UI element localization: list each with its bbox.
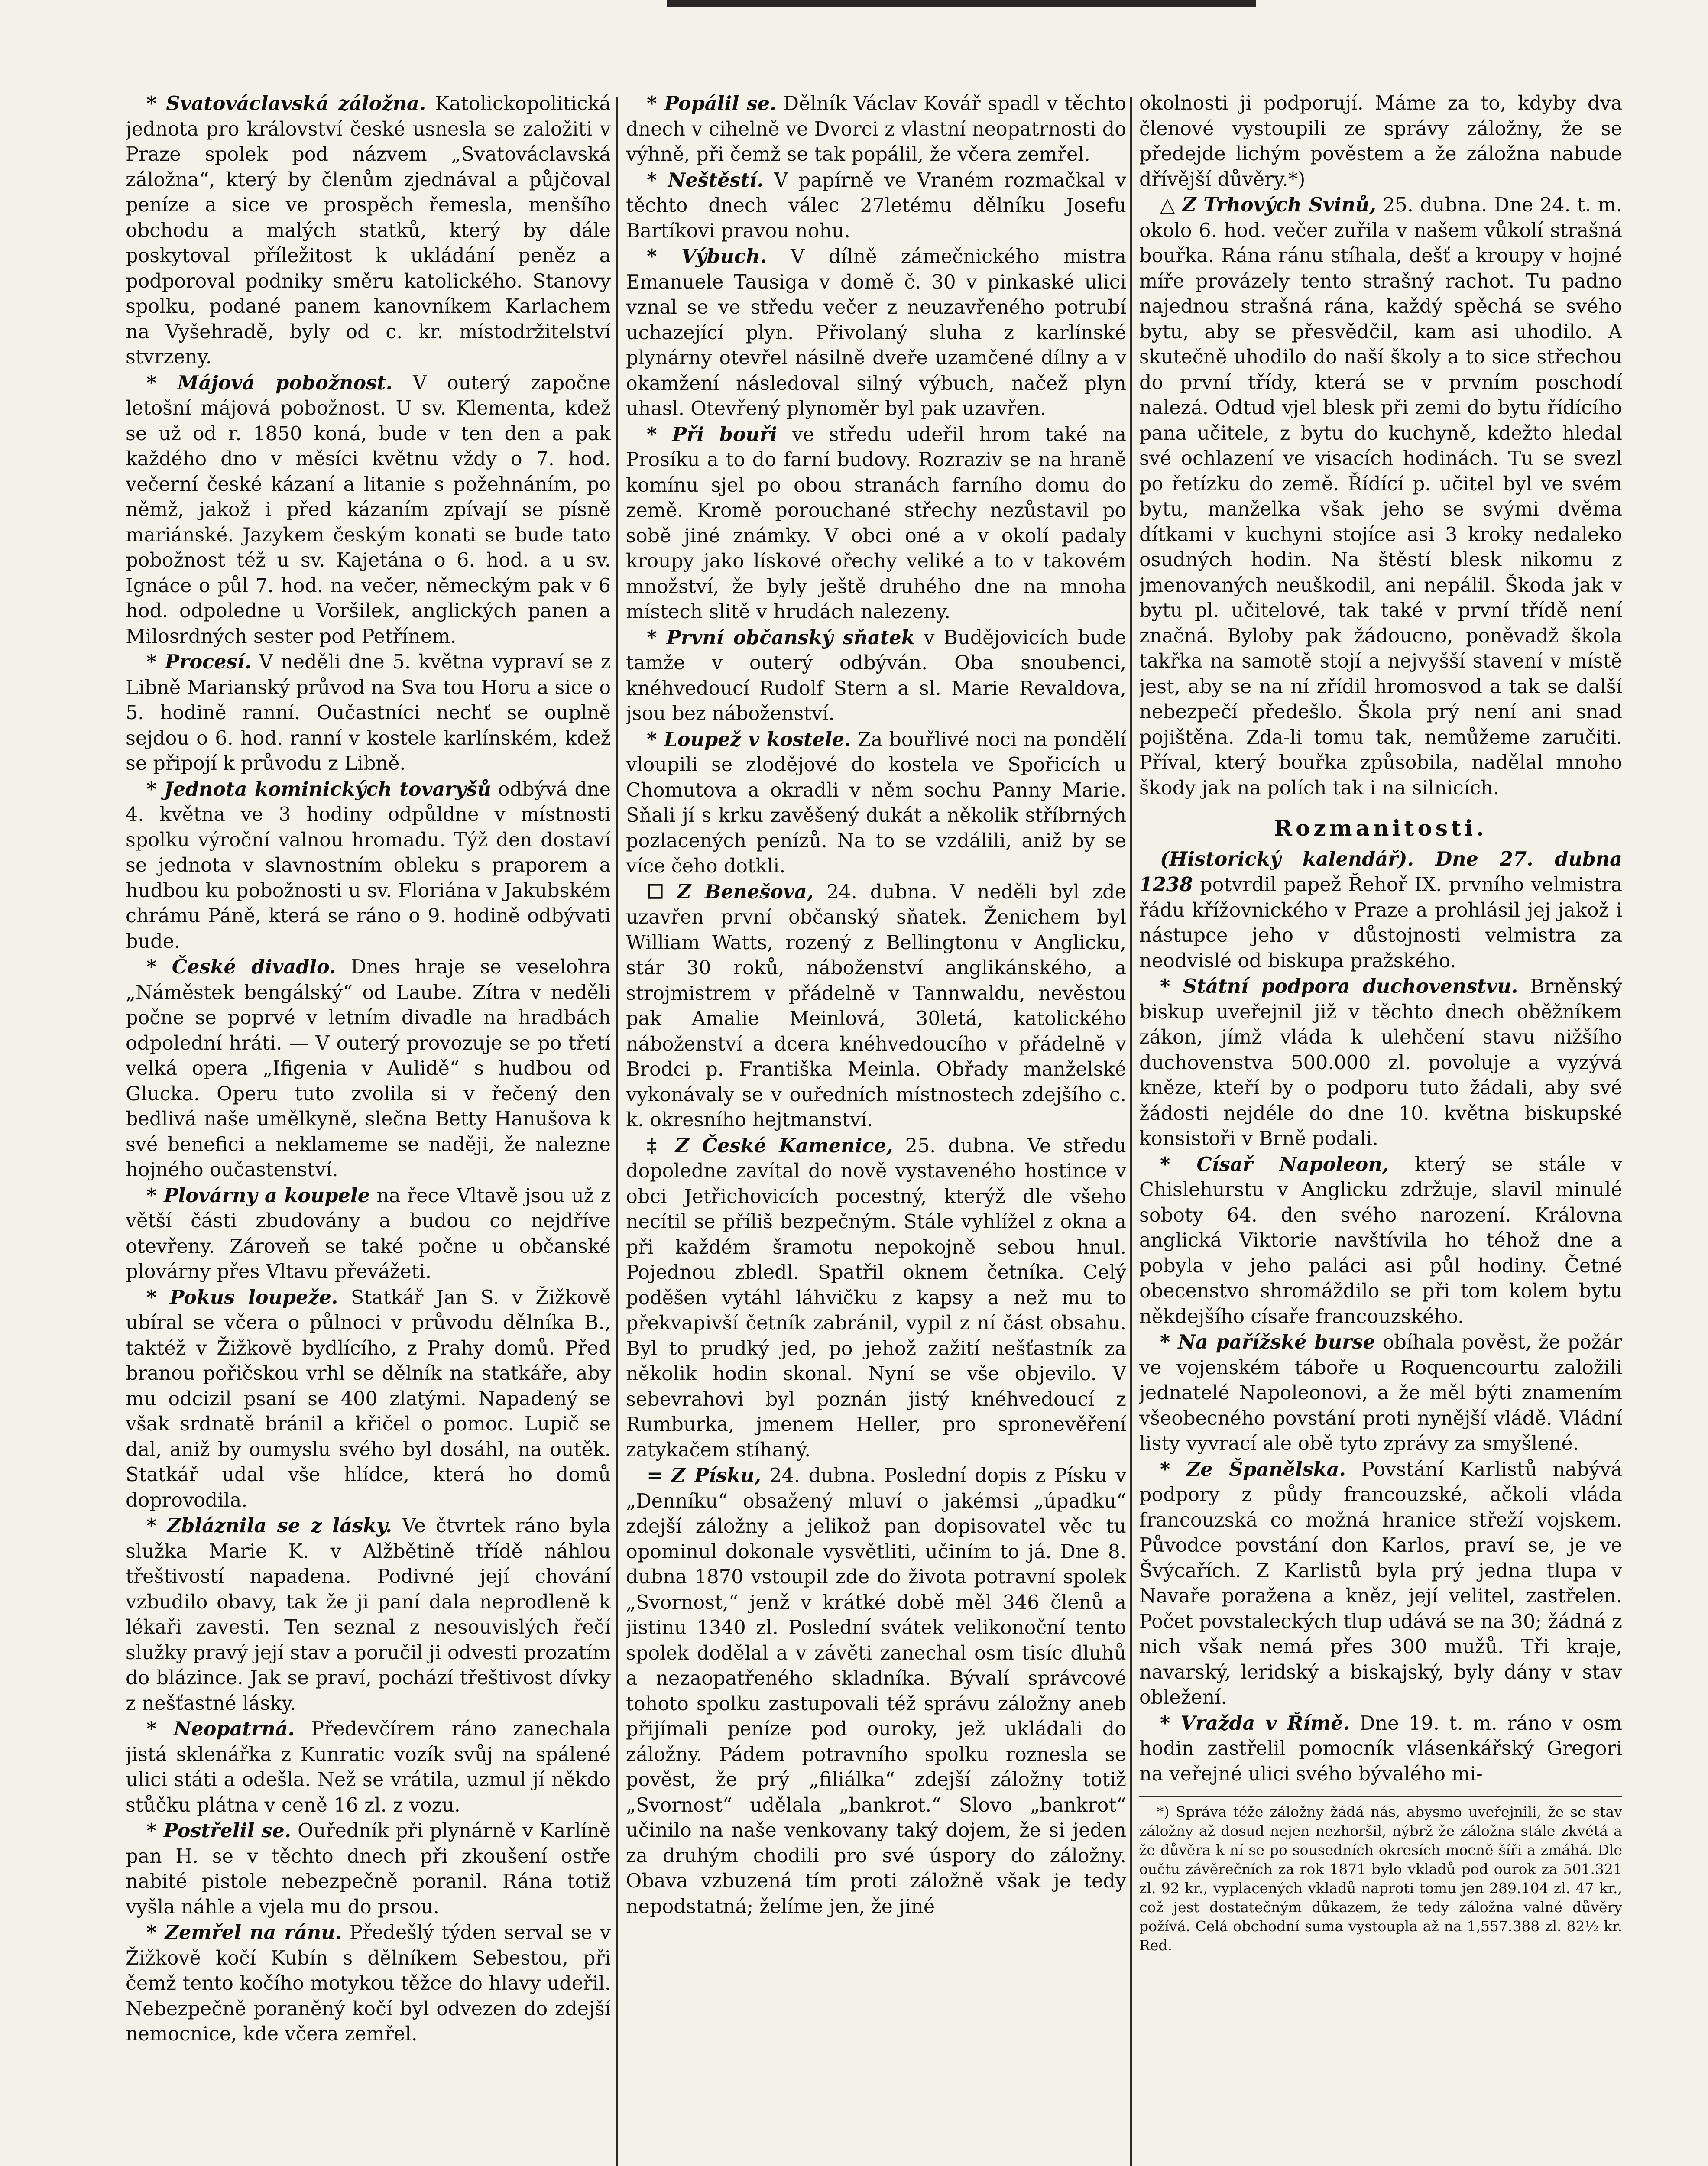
item-headline: * Plovárny a koupele <box>146 1184 370 1207</box>
news-item <box>626 1133 1126 1463</box>
item-headline: * Loupež v kostele. <box>647 728 851 751</box>
column-1 <box>126 91 611 2166</box>
item-body: V dílně zámečnického mistra Emanuele Tausiga v domě č. 30 v pinkaské ulici vznal se ve středu večer z neuzavřeného potrubí uchazející plyn. Přivolaný sluha z karlínské plynárny otevřel násilně dveře uzamčené dílny a v okamžení následoval silný výbuch, načež plyn uhasl. Otevřený plynoměr byl pak uzavřen. <box>626 246 1126 420</box>
item-body: Brněnský biskup uveřejnil již v těchto dnech oběžníkem zákon, jímž vláda k ulehčení stavu nižšího duchovenstva 500.000 zl. povoluje a vyzývá kněze, kteří by o podporu tuto žádali, aby své žádosti nejdéle do dne 10. května biskupské konsistoři v Brně podali. <box>1139 976 1622 1150</box>
column-divider-1 <box>616 97 618 2166</box>
item-headline: * Postřelil se. <box>146 1819 292 1842</box>
news-item <box>1139 1711 1622 1787</box>
item-headline: * Vražda v Římě. <box>1160 1712 1350 1735</box>
dateline-symbol: ☐ <box>647 880 664 903</box>
news-item <box>1139 1329 1622 1457</box>
footnote: *) Správa téže záložny žádá nás, abysmo uveřejnili, že se stav záložny až dosud nejen nezhoršil, nýbrž že záložna stále zkvétá a že důvěra k ní se po sousedních okresích mocně šíři a zmáhá. Dle oučtu závěrečních za rok 1871 bylo vkladů pod ourok za 501.321 zl. 92 kr., vyplacených vkladů naproti tomu jen 289.104 zl. 47 kr., což jest dostatečným důkazem, že tedy záložna valné důvěry požívá. Celá obchodní suma vystoupla až na 1,557.388 zl. 82½ kr. Red. <box>1139 1796 1622 1955</box>
item-headline: Z Benešova, <box>677 880 814 903</box>
item-headline: * Na pařížské burse <box>1160 1331 1375 1353</box>
item-body: Dělník Václav Kovář spadl v těchto dnech v cihelně ve Dvorci z vlastní neopatrnosti do výhně, při čemž se tak popálil, že včera zemřel. <box>626 93 1126 165</box>
item-headline: * Při bouři <box>647 423 778 446</box>
item-headline: * Neopatrná. <box>146 1718 295 1740</box>
dateline-symbol: ‡ <box>647 1134 663 1157</box>
item-headline: * Procesí. <box>146 651 252 673</box>
news-item <box>126 1183 611 1285</box>
item-body: Dne 19. t. m. ráno v osm hodin zastřelil pomocník vlásenkářský Gregori na veřejné ulici svého bývalého mi- <box>1139 1712 1622 1785</box>
item-headline: * Popálil se. <box>647 92 777 115</box>
item-body: ve středu udeřil hrom také na Prosíku a to do farní budovy. Rozraziv se na hraně komínu sjel po obou stranách farního domu do země. Kromě porouchané střechy nezůstavil po sobě jiné známky. V obci oné a v okolí padaly kroupy jako lískové ořechy veliké a to v takovém množství, že byly ještě druhého dne na mnoha místech slitě v hrudách nalezeny. <box>626 423 1126 623</box>
news-item <box>126 1285 611 1514</box>
item-body: V neděli dne 5. května vypraví se z Libně Marianský průvod na Sva tou Horu a sice o 5. hodině ranní. Oučastníci nechť se ouplně sejdou o 6. hod. ranní v kostele karlínském, kdež se připojí k průvodu z Libně. <box>126 651 611 775</box>
item-headline: * Státní podpora duchovenstvu. <box>1160 975 1518 998</box>
item-body: Povstání Karlistů nabývá podpory z půdy francouzské, ačkoli vláda francouzská co možná hranice střeží vojskem. Původce povstání don Karlos, praví se, je ve Švýcařích. Z Karlistů byla prý jedna tlupa v Navaře poražena a kněz, její velitel, zastřelen. Počet povstaleckých tlup udává se na 30; žádná z nich však nemá přes 300 mužů. Tři kraje, navarský, leridský a biskajský, byly dány v stav obležení. <box>1139 1458 1622 1709</box>
news-item <box>126 370 611 650</box>
column-2 <box>626 91 1126 2166</box>
news-item <box>626 727 1126 879</box>
item-body: na řece Vltavě jsou už z větší části zbudovány a budou co nejdříve otevřeny. Zároveň se také počne u občanské plovárny přes Vltavu převážeti. <box>126 1184 611 1283</box>
item-headline: * Císař Napoleon, <box>1160 1153 1389 1176</box>
news-item <box>626 625 1126 727</box>
item-headline: * První občanský sňatek <box>647 626 915 649</box>
item-headline: (Historický kalendář). Dne 27. dubna 1238 <box>1139 847 1622 896</box>
news-item <box>1139 1152 1622 1330</box>
section-heading: Rozmanitosti. <box>1274 815 1488 841</box>
news-item <box>126 954 611 1183</box>
news-item <box>626 422 1126 625</box>
item-body: odbývá dne 4. května ve 3 hodiny odpůldne v místnosti spolku výroční valnou hromadu. Týž den dostaví se jednota v slavnostním obleku s praporem a hudbou ku pobožnosti u sv. Floriána v Jakubském chrámu Páně, která se ráno o 9. hodině odbývati bude. <box>126 778 611 953</box>
item-body: v Budějovicích bude tamže v outerý odbýván. Oba snoubenci, knéhvedoucí Rudolf Stern a sl. Marie Revaldova, jsou bez náboženství. <box>626 626 1126 725</box>
item-headline: * Jednota kominických tovaryšů <box>146 778 491 801</box>
item-body: 25. dubna. Dne 24. t. m. okolo 6. hod. večer zuřila v našem vůkolí strašná bouřka. Rána ránu stíhala, dešť a kroupy v hojné míře provázely tento strašný rachot. Tu padno najednou strašná rána, každý spěchá se svého bytu, aby se přesvědčil, kam asi uhodilo. A skutečně uhodilo do naší školy a to sice střechou do první třídy, která se v prvním poschodí nalezá. Odtud vjel blesk při zemi do bytu řídícího pana učitele, z bytu do kuchyně, kdežto hledal své ochlazení ve visacích hodinách. Tu se svezl po řetízku do země. Řídící p. učitel byl ve svém bytu, manželka však jeho se svými dvěma dítkami v kuchyni stojíce asi 3 kroky nedaleko osudných hodin. Na štěstí blesk nikomu z jmenovaných neuškodil, ani nepálil. Škoda jak v bytu pl. učitelové, tak také v první třídě není značná. Byloby pak žádoucno, poněvadž škola takřka na samotě stojí a nejvyšší stavení v místě jest, aby se na ní zřídil hromosvod a tak se další nebezpečí předešlo. Škola prý není ani snad pojištěna. Zda-li tomu tak, nemůžeme zaručiti. Příval, který bouřka způsobila, nadělal mnoho škody jak na polích tak i na silnicích. <box>1139 194 1622 799</box>
item-headline: * Svatováclavská záložna. <box>146 92 426 115</box>
item-body: Za bouřlivé noci na pondělí vloupili se zlodějové do kostela ve Spořicích u Chomutova a okradli v něm sochu Panny Marie. Sňali jí s krku zavěšený dukát a několik stříbrných pozlacených penízů. Na to se vzdálili, aniž by se více čeho dotkli. <box>626 728 1126 877</box>
item-body: 24. dubna. V neděli byl zde uzavřen první občanský sňatek. Ženichem byl William Watts, rozený z Bellingtonu v Anglicku, stár 30 roků, náboženství anglikánského, a strojmistrem v přádelně v Tannwaldu, nevěstou pak Amalie Meinlová, 30letá, katolického náboženství a dcera knéhvedoucího v přádelně v Brodci p. Františka Meinla. Obřady manželské vykonávaly se v ouředních místnostech zdejšího c. k. okresního hejtmanství. <box>626 881 1126 1131</box>
item-headline: Z Trhových Svinů, <box>1182 194 1376 216</box>
item-body: Ve čtvrtek ráno byla služka Marie K. v Alžbětině třídě náhlou třeštivostí napadena. Podivné její chování vzbudilo obavy, tak že ji paní dala neprodleně k lékaři zavesti. Ten seznal z nesouvislých řečí služky pravý její stav a poručil ji odvesti prozatím do blázince. Jak se praví, pochází třeštivost dívky z nešťastné lásky. <box>126 1515 611 1715</box>
item-body: 25. dubna. Ve středu dopoledne zavítal do nově vystaveného hostince v obci Jetřichovicích pocestný, kterýž dle všeho necítil se příliš bezpečným. Stále vyhlížel z okna a při každém šramotu nepokojně sebou hnul. Pojednou zbledl. Spatřil oknem četníka. Celý poděšen vytáhl láhvičku z kapsy a než mu to překvapivší četník zabránil, vypil z ní část obsahu. Byl to prudký jed, po jehož zažití nešťastník za několik hodin skonal. Nyní se vše objevilo. V sebevrahovi byl poznán jistý knéhvedoucí z Rumburka, jmenem Heller, pro spronevěření zatykačem stíhaný. <box>626 1135 1126 1461</box>
news-item <box>626 168 1126 244</box>
item-headline: * Neštěstí. <box>647 169 764 191</box>
item-body: Statkář Jan S. v Žižkově ubíral se včera o půlnoci v průvodu dělníka B., taktéž v Žižkově bydlícího, z Prahy domů. Před branou pořičskou vrhl se dělník na statkáře, aby mu odcizil psaní se 400 zlatými. Napadený se však srdnatě bránil a křičel o pomoc. Lupič se dal, aniž by oumyslu svého byl dosáhl, na outěk. Statkář udal vše hlídce, která ho domů doprovodila. <box>126 1286 611 1511</box>
item-headline: * Výbuch. <box>647 245 767 268</box>
column-3 <box>1139 91 1622 2166</box>
item-headline: * České divadlo. <box>146 956 336 978</box>
news-item <box>126 91 611 370</box>
item-headline: Z Písku, <box>671 1464 761 1487</box>
item-body: Dnes hraje se veselohra „Náměstek bengálský“ od Laube. Zítra v neděli počne se poprvé v letním divadle na hradbách odpolední hráti. — V outerý provozuje se po třetí velká opera „Ifigenia v Aulidě“ s hudbou od Glucka. Operu tuto zvolila si v řečený den bedlivá naše umělkyně, slečna Betty Hanušova k své benefici a neklameme se naději, že nalezne hojného oučastenství. <box>126 956 611 1181</box>
news-item <box>126 777 611 955</box>
dateline-symbol: = <box>647 1464 663 1487</box>
item-body: který se stále v Chislehurstu v Anglicku zdržuje, slavil minulé soboty 64. den svého narození. Královna anglická Viktorie navštívila ho téhož dne a pobyla v jeho paláci asi půl hodiny. Četné obecenstvo shromáždilo se při tom kolem bytu někdejšího císaře francouzského. <box>1139 1153 1622 1328</box>
item-body: 24. dubna. Poslední dopis z Písku v „Denníku“ obsažený mluví o jakémsi „úpadku“ zdejší záložny a jelikož pan dopisovatel věc tu opominul dokonale vysvětliti, učiním to já. Dne 8. dubna 1870 vstoupil zde do života potravní spolek „Svornost,“ jenž v krátké době měl 346 členů a jistinu 1340 zl. Poslední svátek velikonoční tento spolek dodělal a v závěti zanechal osm tisíc dluhů a nezaopatřeného skladníka. Bývalí správcové tohoto spolku zastupovali též správu záložny aneb přijímali peníze pod ouroky, jež ukládali do záložny. Pádem potravního spolku roznesla se pověst, že prý „filiálka“ zdejší záložny totiž „Svornost“ udělala „bankrot.“ Slovo „bankrot“ učinilo na naše venkovany taký dojem, že si jeden za druhým chodili pro své úspory do záložny. Obava vzbuzená tím proti záložně však je tedy nepodstatná; želíme jen, že jiné <box>626 1465 1126 1918</box>
news-item <box>626 879 1126 1133</box>
item-headline: Z České Kamenice, <box>675 1134 893 1157</box>
news-item <box>1139 91 1622 192</box>
column-divider-2 <box>1130 97 1132 2166</box>
news-item <box>1139 974 1622 1152</box>
item-body: Ouředník při plynárně v Karlíně pan H. se v těchto dnech při zkoušení ostře nabité pistole nebezpečně poranil. Rána totiž vyšla náhle a vjela mu do prsou. <box>126 1820 611 1918</box>
news-item <box>126 1513 611 1716</box>
news-item <box>1139 846 1622 974</box>
item-headline: * Zbláznila se z lásky. <box>146 1514 392 1537</box>
item-body: Katolickopolitická jednota pro království české usnesla se založiti v Praze spolek pod názvem „Svatováclavská záložna“, který by členům zjednával a půjčoval peníze a sice ve prospěch řemesla, menšího obchodu a malých statků, který by dále poskytoval příležitost k ukládání peněz a podporoval podniky směru katolického. Stanovy spolku, podané panem kanovníkem Karlachem na Vyšehradě, byly od c. kr. místodržitelství stvrzeny. <box>126 93 611 368</box>
news-item <box>126 649 611 777</box>
news-item <box>1139 1457 1622 1711</box>
item-headline: * Pokus loupeže. <box>146 1286 338 1309</box>
item-body: obíhala pověst, že požár ve vojenském táboře u Roquencourtu založili jednatelé Napoleonovi, a že měl býti znamením všeobecného povstání proti nynější vládě. Vládní listy vyvrací ale obě tyto zprávy za smyšlené. <box>1139 1331 1622 1455</box>
item-headline: * Májová pobožnost. <box>146 371 393 394</box>
item-headline: * Zemřel na ránu. <box>146 1921 342 1944</box>
item-body: okolnosti ji podporují. Máme za to, kdyby dva členové vystoupili ze správy záložny, že se předejde lichým pověstem a že záložna nabude dřívější důvěry.*) <box>1139 92 1622 191</box>
item-headline: * Ze Španělska. <box>1160 1458 1346 1481</box>
item-body: potvrdil papež Řehoř IX. prvního velmistra řádu křížovnického v Praze a prohlásil jej jakož i nástupce jeho v důstojnosti velmistra za neodvislé od biskupa pražského. <box>1139 874 1622 972</box>
news-item <box>626 1463 1126 1920</box>
item-body: V papírně ve Vraném rozmačkal v těchto dnech válec 27letému dělníku Josefu Bartíkovi pravou nohu. <box>626 169 1126 242</box>
item-body: Předešlý týden serval se v Žižkově kočí Kubín s dělníkem Sebestou, při čemž tento kočího motykou těžce do hlavy udeřil. Nebezpečně poraněný kočí byl odvezen do zdejší nemocnice, kde včera zemřel. <box>126 1922 611 2045</box>
top-edge-bar <box>667 0 1256 7</box>
item-body: Předevčírem ráno zanechala jistá sklenářka z Kunratic vozík svůj na spálené ulici státi a odešla. Než se vrátila, uzmul jí někdo stůčku plátna v ceně 16 zl. z vozu. <box>126 1718 611 1816</box>
dateline-symbol: △ <box>1160 194 1176 216</box>
news-item <box>126 1920 611 2047</box>
news-item <box>626 91 1126 168</box>
news-item <box>126 1818 611 1920</box>
news-item <box>626 244 1126 422</box>
news-item <box>126 1716 611 1818</box>
news-item <box>1139 192 1622 801</box>
item-body: V outerý započne letošní májová pobožnost. U sv. Klementa, kdež se už od r. 1850 koná, bude v ten den a pak každého dno v měsíci květnu vždy o 7. hod. večerní české kázaní a litanie s požehnáním, po němž, jakož i před kázaním zpívají se písně mariánské. Jazykem českým konati se bude tato pobožnost též u sv. Kajetána o 6. hod. a u sv. Ignáce o půl 7. hod. na večer, německým pak v 6 hod. odpoledne u Voršilek, anglických panen a Milosrdných sester pod Petřínem. <box>126 372 611 648</box>
